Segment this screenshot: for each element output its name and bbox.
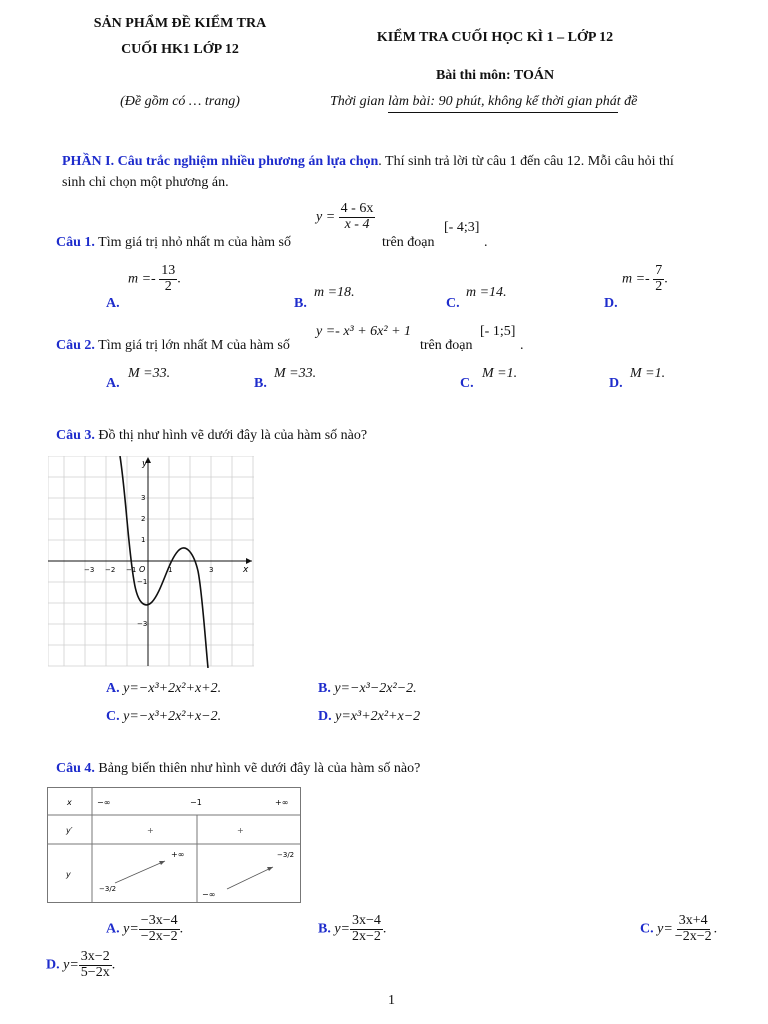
q2-option-a-value[interactable]: M =33.: [128, 366, 171, 381]
graph-y-tick-1: 1: [141, 536, 146, 544]
q3-function-graph: [48, 456, 254, 668]
q1-option-a-lhs: m =-: [128, 271, 156, 287]
table-y-label: y: [66, 870, 71, 879]
graph-y-tick-neg3: −3: [137, 620, 148, 628]
q2-option-a-letter[interactable]: A.: [106, 376, 120, 391]
q1-option-c-value[interactable]: m =14.: [466, 285, 507, 300]
q4-variation-table: [47, 787, 302, 905]
q4-option-d-letter: D.: [46, 957, 60, 973]
q2-option-b-letter[interactable]: B.: [254, 376, 267, 391]
q2-option-d-letter[interactable]: D.: [609, 376, 623, 391]
q4-option-d-num: 3x−2: [80, 949, 110, 964]
q4-option-b-den: 2x−2: [352, 928, 381, 944]
graph-x-tick-neg2: −2: [105, 566, 116, 574]
q2-label: Câu 2.: [56, 338, 95, 353]
table-y-left-end: +∞: [171, 850, 185, 859]
graph-x-tick-1: 1: [168, 566, 173, 574]
q3-option-b-value: y=−x³−2x²−2.: [334, 681, 417, 696]
graph-curve: [120, 456, 208, 668]
q1-option-d-num: 7: [655, 263, 663, 278]
q4-option-d-den: 5−2x: [80, 964, 110, 980]
q4-question: Bảng biến thiên như hình vẽ dưới đây là của hàm số nào?: [98, 761, 421, 776]
q1-option-d-value[interactable]: m =- $\frac{7}{2}$ .: [622, 263, 668, 294]
part1-title: PHẦN I. Câu trắc nghiệm nhiều phương án lựa chọn: [62, 154, 379, 169]
graph-y-label: y: [142, 459, 148, 469]
q1-text: [56, 235, 291, 251]
table-y-right-start: −∞: [202, 890, 216, 899]
q3-option-c-value: y=−x³+2x²+x−2.: [123, 709, 222, 724]
q1-func-den: x - 4: [344, 216, 370, 232]
q4-option-b-letter: B.: [318, 921, 331, 937]
table-arrow-right: [227, 867, 273, 889]
graph-x-tick-neg1: −1: [126, 566, 137, 574]
q1-option-d-den: 2: [655, 278, 663, 294]
q1-option-a-den: 2: [164, 278, 172, 294]
q1-label: Câu 1.: [56, 235, 95, 250]
header-pages-note: (Đề gồm có … trang): [120, 94, 240, 109]
part1-heading: [62, 154, 674, 170]
q2-option-d-value[interactable]: M =1.: [630, 366, 666, 381]
q3-option-d[interactable]: [318, 709, 420, 725]
q1-option-d-lhs: m =-: [622, 271, 650, 287]
q4-option-a-den: −2x−2: [140, 928, 178, 944]
q1-option-c-letter[interactable]: C.: [446, 296, 460, 311]
q4-option-c-letter: C.: [640, 921, 654, 937]
table-y-right-end: −3/2: [277, 851, 295, 859]
q4-option-a[interactable]: A. y= $\frac{-3x-4}{-2x-2}$ .: [106, 913, 184, 944]
table-arrow-left: [115, 861, 165, 883]
q1-option-b-text: m =18: [314, 285, 352, 300]
q3-question: Đồ thị như hình vẽ dưới đây là của hàm số nào?: [98, 428, 368, 443]
q4-option-a-letter: A.: [106, 921, 120, 937]
q1-func-num: 4 - 6x: [340, 201, 374, 216]
q3-option-a[interactable]: [106, 681, 221, 697]
q3-option-b[interactable]: [318, 681, 417, 697]
header-time-note: Thời gian làm bài: 90 phút, không kể thời gian phát đề: [330, 94, 638, 109]
table-x-label: x: [67, 798, 72, 807]
q4-option-b-num: 3x−4: [352, 913, 381, 928]
q4-text: [56, 761, 420, 777]
q4-option-c-den: −2x−2: [674, 928, 712, 944]
graph-x-tick-3: 3: [209, 566, 214, 574]
q3-option-b-letter: B.: [318, 681, 331, 696]
header-exam-title: KIỂM TRA CUỐI HỌC KÌ 1 – LỚP 12: [376, 30, 614, 45]
table-y-left-start: −3/2: [99, 885, 117, 893]
header-left-line2: CUỐI HK1 LỚP 12: [121, 42, 239, 57]
table-yprime-sign-left: +: [147, 826, 154, 835]
x-axis-arrow-icon: [246, 558, 252, 564]
q1-on-segment: trên đoạn: [382, 235, 435, 250]
q1-function: [316, 202, 375, 232]
q2-interval: [- 1;5]: [480, 324, 516, 339]
table-x-neg1: −1: [190, 798, 202, 807]
header-left-line1: SẢN PHẨM ĐỀ KIỂM TRA: [93, 16, 267, 31]
graph-y-tick-neg1: −1: [137, 578, 148, 586]
q4-label: Câu 4.: [56, 761, 95, 776]
q4-option-c[interactable]: C. y= $\frac{3x+4}{-2x-2}$ .: [640, 913, 718, 944]
table-border: [48, 788, 301, 903]
q1-option-a-letter[interactable]: A.: [106, 296, 120, 311]
q2-option-a-text: M =33: [128, 366, 167, 381]
graph-y-tick-3: 3: [141, 494, 146, 502]
q2-option-d-text: M =1: [630, 366, 662, 381]
q2-option-b-text: M =33: [274, 366, 313, 381]
q3-label: Câu 3.: [56, 428, 95, 443]
q2-option-c-text: M =1: [482, 366, 514, 381]
q1-interval: [- 4;3]: [444, 220, 480, 235]
graph-x-tick-neg3: −3: [84, 566, 95, 574]
q2-question: Tìm giá trị lớn nhất M của hàm số: [98, 338, 290, 353]
q2-option-c-letter[interactable]: C.: [460, 376, 474, 391]
graph-y-tick-2: 2: [141, 515, 146, 523]
q1-option-a-value[interactable]: m =- $\frac{13}{2}$ .: [128, 263, 181, 294]
q1-option-a-num: 13: [161, 263, 176, 278]
q3-option-c-letter: C.: [106, 709, 120, 724]
q1-question: Tìm giá trị nhỏ nhất m của hàm số: [98, 235, 292, 250]
q3-option-c[interactable]: [106, 709, 221, 725]
q4-option-a-num: −3x−4: [140, 913, 178, 928]
header-subject: Bài thi môn: TOÁN: [435, 68, 555, 83]
q3-option-d-letter: D.: [318, 709, 332, 724]
q3-option-a-letter: A.: [106, 681, 120, 696]
graph-x-label: x: [243, 565, 249, 575]
q2-function: y =- x³ + 6x² + 1: [316, 324, 412, 339]
q3-option-a-value: y=−x³+2x²+x+2.: [123, 681, 222, 696]
q2-period: .: [520, 338, 524, 353]
table-x-neg-inf: −∞: [97, 798, 111, 807]
q4-option-d[interactable]: D. y= $\frac{3x-2}{5-2x}$ .: [46, 949, 116, 980]
q4-option-c-y: y=: [657, 921, 673, 937]
part1-instruction-1: . Thí sinh trả lời từ câu 1 đến câu 12. Mỗi câu hỏi thí: [378, 154, 674, 169]
q1-func-lhs: y =: [316, 209, 336, 225]
header-underline: [388, 112, 618, 113]
q1-period: .: [484, 235, 488, 250]
page-number: 1: [388, 993, 395, 1008]
q1-option-b-value[interactable]: m =18.: [314, 285, 355, 300]
q3-text: [56, 428, 367, 444]
q2-text: [56, 338, 290, 354]
graph-origin-label: O: [139, 565, 146, 574]
q2-on-segment: trên đoạn: [420, 338, 473, 353]
q3-option-d-value: y=x³+2x²+x−2: [335, 709, 421, 724]
q4-option-b-y: y=: [334, 921, 351, 937]
q2-option-b-value[interactable]: M =33.: [274, 366, 317, 381]
table-yprime-sign-right: +: [237, 826, 244, 835]
q4-option-c-num: 3x+4: [678, 913, 708, 928]
q1-option-b-letter[interactable]: B.: [294, 296, 307, 311]
q1-option-d-letter[interactable]: D.: [604, 296, 618, 311]
q1-option-c-text: m =14: [466, 285, 504, 300]
part1-instruction-2: sinh chỉ chọn một phương án.: [62, 175, 229, 190]
q2-option-c-value[interactable]: M =1.: [482, 366, 518, 381]
q4-option-d-y: y=: [63, 957, 79, 973]
table-yprime-label: y′: [66, 826, 73, 835]
table-x-pos-inf: +∞: [275, 798, 289, 807]
q4-option-b[interactable]: B. y= $\frac{3x-4}{2x-2}$ .: [318, 913, 387, 944]
q4-option-a-y: y=: [123, 921, 139, 937]
